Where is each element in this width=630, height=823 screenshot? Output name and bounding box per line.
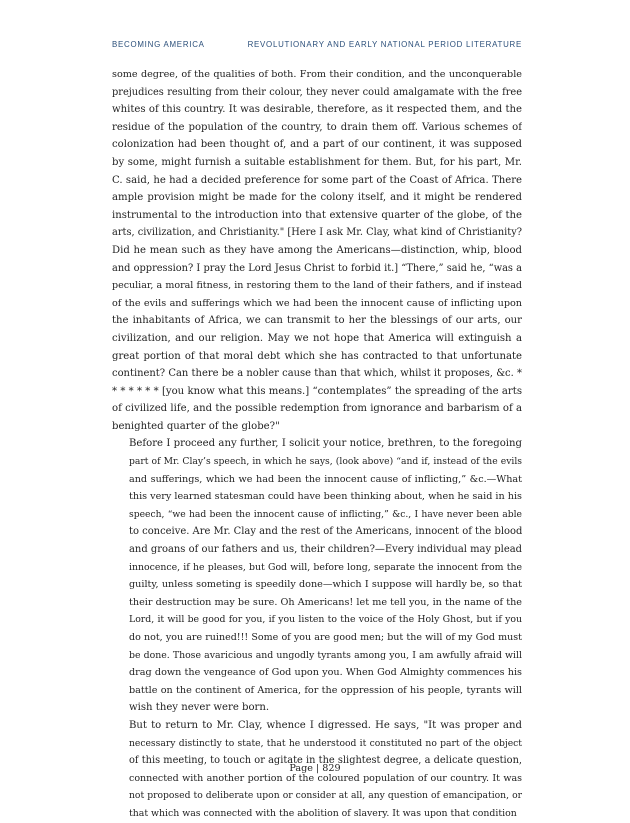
text-line: colonization had been thought of, and a part of our continent, it was supposed	[112, 139, 522, 151]
text-line: wish they never were born.	[129, 702, 270, 714]
text-line: Lord, it will be good for you, if you listen to the voice of the Holy Ghost, but if you	[129, 614, 522, 626]
text-line: civilization, and our religion. May we not hope that America will extinguish a	[112, 332, 522, 344]
text-line: their destruction may be sure. Oh Americans! let me tell you, in the name of the	[129, 596, 522, 608]
text-line: by some, might furnish a suitable establishment for them. But, for his part, Mr.	[112, 156, 522, 168]
text-line: do not, you are ruined!!! Some of you are good men; but the will of my God must	[129, 632, 522, 643]
text-line: of this meeting, to touch or agitate in the slightest degree, a delicate question,	[129, 755, 522, 767]
text-line: C. said, he had a decided preference for some part of the Coast of Africa. There	[112, 174, 522, 186]
text-line: drag down the vengeance of God upon you. When God Almighty commences his	[129, 667, 522, 679]
text-line: connected with another portion of the coloured population of our country. It was	[129, 772, 522, 784]
text-line: part of Mr. Clay’s speech, in which he says, (look above) “and if, instead of the evils	[129, 456, 522, 468]
page-number: Page | 829	[289, 763, 341, 774]
header-section-title: REVOLUTIONARY AND EARLY NATIONAL PERIOD LITERATURE	[247, 40, 522, 49]
text-line: that which was connected with the abolition of slavery. It was upon that condition	[129, 807, 517, 819]
text-line: whites of this country. It was desirable, therefore, as it respected them, and the	[112, 104, 522, 116]
paragraph	[112, 66, 522, 435]
text-line: and sufferings, which we had been the innocent cause of inflicting,” &c.—What	[129, 473, 522, 485]
running-header	[112, 40, 522, 49]
text-line: the inhabitants of Africa, we can transmit to her the blessings of our arts, our	[112, 315, 522, 327]
text-line: and oppression? I pray the Lord Jesus Christ to forbid it.] “There,” said he, “was a	[112, 262, 522, 274]
text-line: of civilized life, and the possible redemption from ignorance and barbarism of a	[112, 403, 522, 415]
text-line: peculiar, a moral fitness, in restoring them to the land of their fathers, and if instead	[112, 280, 522, 292]
text-line: But to return to Mr. Clay, whence I digressed. He says, "It was proper and	[129, 719, 522, 731]
text-line: speech, “we had been the innocent cause of inflicting,” &c., I have never been able	[129, 508, 522, 520]
header-book-title: BECOMING AMERICA	[112, 40, 205, 49]
text-line: some degree, of the qualities of both. From their condition, and the unconquerable	[112, 69, 522, 80]
text-line: arts, civilization, and Christianity." [Here I ask Mr. Clay, what kind of Christianity?	[112, 227, 522, 239]
text-line: great portion of that moral debt which she has contracted to that unfortunate	[112, 350, 522, 362]
text-line: of the evils and sufferings which we had been the innocent cause of inflicting upon	[112, 297, 522, 309]
text-line: continent? Can there be a nobler cause than that which, whilst it proposes, &c. *	[112, 368, 522, 380]
text-line: battle on the continent of America, for the oppression of his people, tyrants will	[129, 684, 522, 696]
text-line: instrumental to the introduction into that extensive quarter of the globe, of the	[112, 209, 522, 221]
text-line: benighted quarter of the globe?"	[112, 420, 280, 432]
text-line: residue of the population of the country, to drain them off. Various schemes of	[112, 121, 522, 133]
body-text	[112, 66, 522, 823]
text-line: and groans of our fathers and us, their children?—Every individual may plead	[129, 544, 522, 556]
text-line: ample provision might be made for the colony itself, and it might be rendered	[112, 192, 522, 204]
text-line: this very learned statesman could have been thinking about, when he said in his	[129, 491, 522, 503]
text-line: necessary distinctly to state, that he understood it constituted no part of the object	[129, 737, 522, 749]
text-line: guilty, unless someting is speedily done—which I suppose will hardly be, so that	[129, 579, 522, 591]
paragraph	[112, 435, 522, 717]
text-line: prejudices resulting from their colour, they never could amalgamate with the free	[112, 86, 522, 98]
text-line: to conceive. Are Mr. Clay and the rest of the Americans, innocent of the blood	[129, 526, 522, 538]
text-line: be done. Those avaricious and ungodly tyrants among you, I am awfully afraid will	[129, 649, 522, 661]
text-line: not proposed to deliberate upon or consider at all, any question of emancipation, or	[129, 790, 522, 802]
text-line: Did he mean such as they have among the Americans—distinction, whip, blood	[112, 244, 522, 256]
text-line: innocence, if he pleases, but God will, before long, separate the innocent from the	[129, 561, 522, 573]
text-line: Before I proceed any further, I solicit your notice, brethren, to the foregoing	[129, 438, 522, 450]
text-line: * * * * * * [you know what this means.] “contemplates” the spreading of the arts	[112, 385, 522, 397]
